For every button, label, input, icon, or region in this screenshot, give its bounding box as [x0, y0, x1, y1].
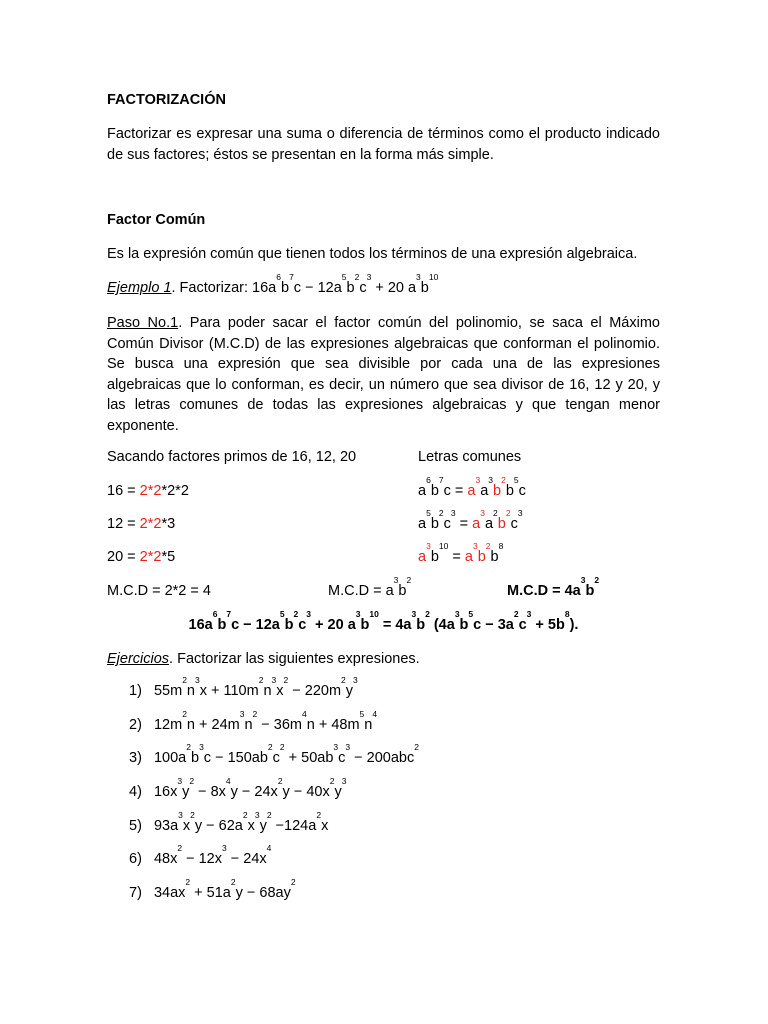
exercises-label: Ejercicios	[107, 651, 170, 667]
letters-row-1: $a^6b^7c = a^3a^3b^2b^5c$	[418, 475, 526, 499]
result-equation: $16a^6b^7c - 12a^5b^2c^3 + 20$ $a^3b^{10} = 4a^3b^2$ $(4a^3b^5c - 3a^2c^3 + 5b^8)$.	[188, 609, 579, 633]
table-right-header: Letras comunes	[418, 449, 522, 465]
exercise-3: 3) $100a^2b^3c - 150ab^2c^2 + 50ab^3c^3 - 200abc^2$	[129, 742, 419, 766]
paso-text: . Para poder sacar el factor común del polinomio, se saca el Máximo Común Divisor (M.C.D) de las expresiones algebraicas que conforman el polinomio. Se busca una expresión que sea divisible por cada una de las expresiones algebraicas que lo conforman, es decir, un número que sea divisor de 16, 12 y 20, y las letras comunes de todas las expresiones algebraicas y que tengan menor exponente.	[107, 315, 660, 434]
section-title: Factor Común	[107, 212, 206, 228]
letters-row-2: $a^5b^2c^3 = a^3a^2b^2c^3$	[418, 508, 523, 532]
factor-row-16: 16 = 2*2*2*2	[107, 483, 189, 499]
section-description: Es la expresión común que tienen todos los términos de una expresión algebraica.	[107, 246, 638, 262]
exercises-text: . Factorizar las siguientes expresiones.	[169, 651, 420, 667]
mcd-numeric: M.C.D = 2*2 = 4	[107, 583, 211, 599]
letters-row-3: $a^3b^{10} = a^3b^2b^8$	[418, 541, 504, 565]
example-line	[107, 272, 439, 296]
page-title: FACTORIZACIÓN	[107, 92, 226, 108]
intro-paragraph: Factorizar es expresar una suma o diferencia de términos como el producto indicado de sus factores; éstos se presentan en la forma más simple.	[107, 126, 660, 163]
exercise-4: 4) $16x^3y^2 - 8x^4y - 24x^2y - 40x^2y^3$	[129, 776, 347, 800]
exercise-6: 6) $48x^2 - 12x^3 - 24x^4$	[129, 843, 272, 867]
paso-paragraph	[107, 313, 660, 436]
exercise-2: 2) $12m^2n + 24m^3n^2 - 36m^4n + 48m^5n^4$	[129, 709, 378, 733]
exercise-7: 7) $34ax^2 + 51a^2y - 68ay^2$	[129, 877, 296, 901]
example-label: Ejemplo 1	[107, 280, 172, 296]
exercise-5: 5) $93a^3x^2y - 62a^2x^3y^2 -124a^2x$	[129, 810, 329, 834]
example-text: . Factorizar: $16a^6b^7c - 12a^5b^2c^3 + 20$ $a^3b^{10}$	[171, 272, 439, 296]
exercise-1: 1) $55m^2n^3x + 110m^2n^3x^2 - 220m^2y^3$	[129, 675, 358, 699]
table-left-header: Sacando factores primos de 16, 12, 20	[107, 449, 357, 465]
factor-row-12: 12 = 2*2*3	[107, 516, 176, 532]
mcd-total: $M.C.D = 4a^3b^2$	[507, 575, 600, 599]
mcd-letters: $M.C.D = a^3b^2$	[328, 575, 412, 599]
factor-row-20: 20 = 2*2*5	[107, 549, 176, 565]
paso-label: Paso No.1	[107, 315, 179, 331]
exercises-heading	[107, 651, 420, 667]
